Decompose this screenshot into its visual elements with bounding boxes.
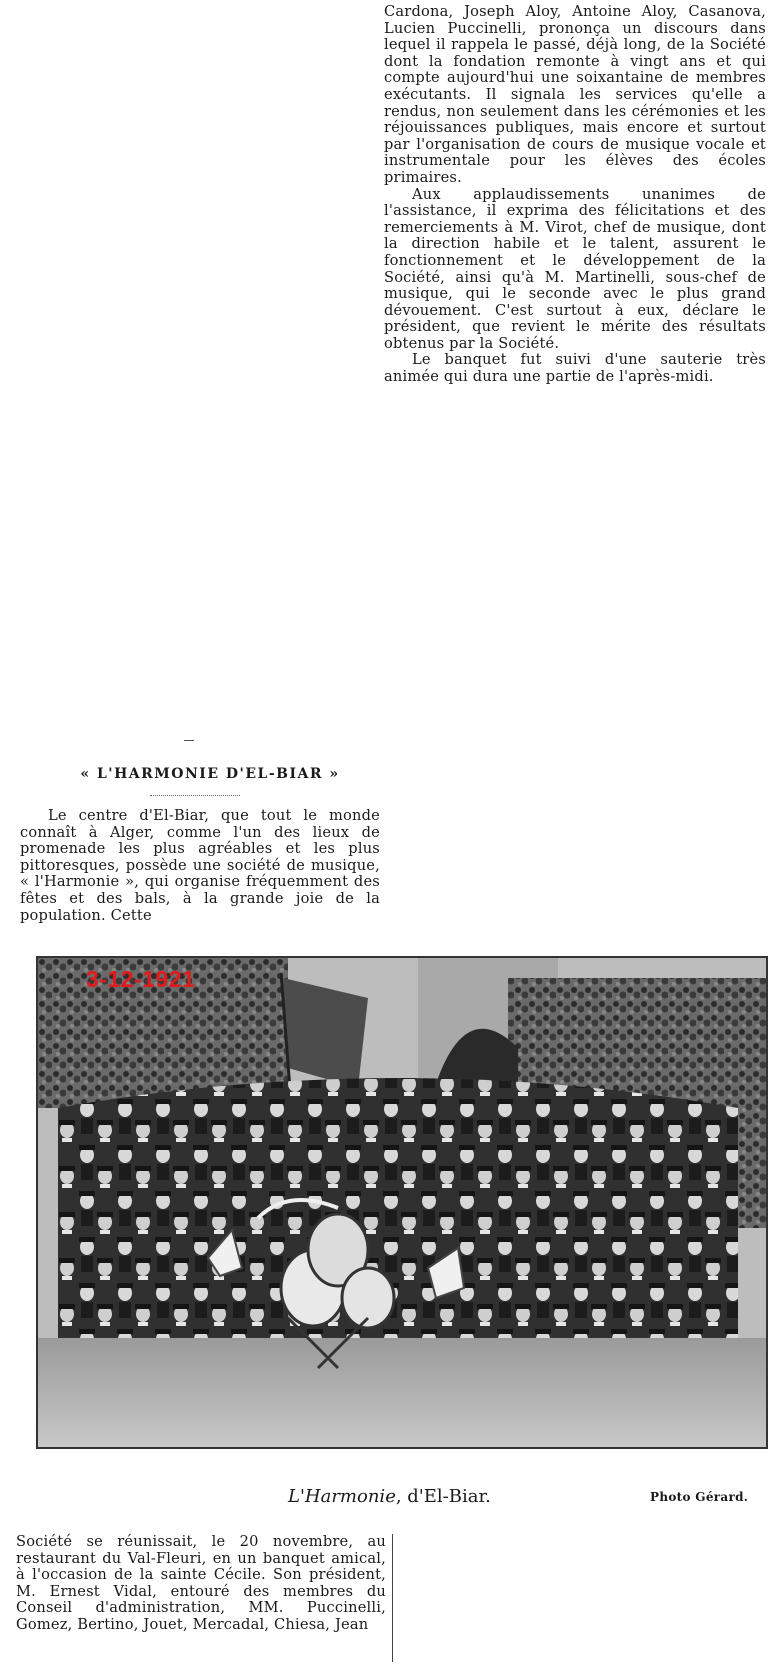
- group-photograph: [36, 956, 768, 1449]
- article-title: « L'HARMONIE D'EL-BIAR »: [80, 766, 340, 782]
- top-article: [384, 4, 766, 386]
- title-dash-divider: [184, 740, 194, 741]
- photograph-image: [38, 958, 766, 1447]
- title-rule-divider: [150, 795, 240, 796]
- caption-rest: , d'El-Biar.: [395, 1486, 491, 1507]
- caption-title: [288, 1486, 491, 1507]
- caption-italic: L'Harmonie: [288, 1486, 396, 1507]
- top-article-paragraph: Le banquet fut suivi d'une sauterie très animée qui dura une partie de l'après-midi.: [384, 351, 766, 386]
- date-stamp: 3-12-1921: [86, 966, 196, 992]
- top-article-paragraph: Aux applaudissements unanimes de l'assistance, il exprima des félicitations et des remerciements à M. Virot, chef de musique, dont la direction habile et le talent, assurent le fonctionnement et le développement de la Société, ainsi qu'à M. Martinelli, sous-chef de musique, qui le seconde avec le plus grand dévouement. C'est surtout à eux, déclare le président, que revient le mérite des résultats obtenus par la Société.: [384, 185, 766, 352]
- column-rule: [392, 1534, 393, 1662]
- intro-paragraph: Le centre d'El-Biar, que tout le monde connaît à Alger, comme l'un des lieux de promenade les plus agréables et les plus pittoresques, possède une société de musique, « l'Harmonie », qui organise fréquemment des fêtes et des bals, à la grande joie de la population. Cette: [20, 807, 380, 924]
- intro-article: [20, 808, 380, 924]
- photo-credit: Photo Gérard.: [650, 1490, 749, 1504]
- top-article-paragraph: Cardona, Joseph Aloy, Antoine Aloy, Casanova, Lucien Puccinelli, prononça un discours dans lequel il rappela le passé, déjà long, de la Société dont la fondation remonte à vingt ans et qui compte aujourd'hui une soixantaine de membres exécutants. Il signala les services qu'elle a rendus, non seulement dans les cérémonies et les réjouissances publiques, mais encore et surtout par l'organisation de cours de musique vocale et instrumentale pour les élèves des écoles primaires.: [384, 3, 766, 186]
- bottom-paragraph: Société se réunissait, le 20 novembre, au restaurant du Val-Fleuri, en un banquet amical, à l'occasion de la sainte Cécile. Son président, M. Ernest Vidal, entouré des membres du Conseil d'administration, MM. Puccinelli, Gomez, Bertino, Jouet, Mercadal, Chiesa, Jean: [16, 1533, 386, 1633]
- bottom-article: [16, 1534, 386, 1634]
